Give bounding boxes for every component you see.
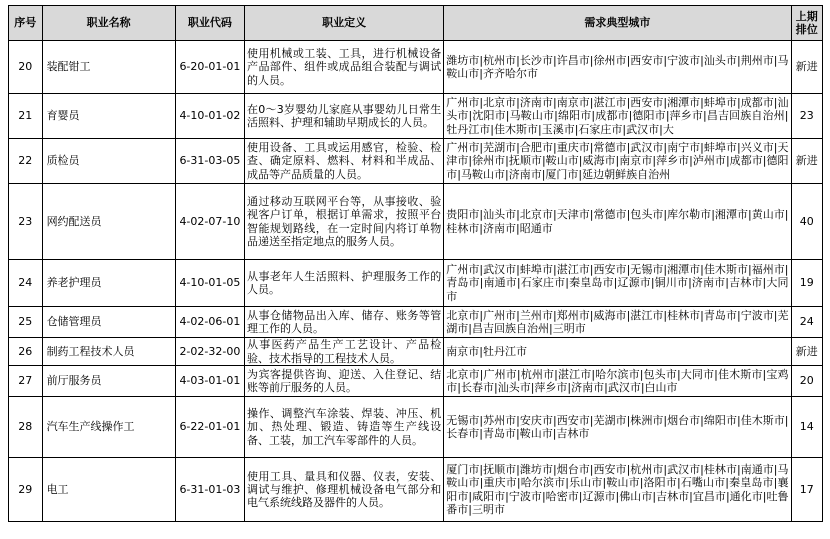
- occupation-code: 2-02-32-00: [175, 338, 244, 366]
- previous-rank: 24: [791, 307, 823, 338]
- occupation-name: 前厅服务员: [42, 366, 175, 397]
- table-row: [9, 397, 823, 458]
- table-row: [9, 338, 823, 366]
- header-previous-rank: 上期排位: [791, 6, 823, 41]
- occupation-code: 4-02-07-10: [175, 184, 244, 260]
- typical-cities: 潍坊市|杭州市|长沙市|许昌市|徐州市|西安市|宁波市|汕头市|荆州市|马鞍山市|齐齐哈尔市: [444, 41, 791, 94]
- row-number: 29: [9, 458, 43, 522]
- occupation-name: 制药工程技术人员: [42, 338, 175, 366]
- previous-rank: 新进: [791, 41, 823, 94]
- occupation-name: 电工: [42, 458, 175, 522]
- occupation-code: 4-03-01-01: [175, 366, 244, 397]
- typical-cities: 广州市|武汉市|蚌埠市|湛江市|西安市|无锡市|湘潭市|佳木斯市|福州市|青岛市|南通市|石家庄市|秦皇岛市|辽源市|铜川市|济南市|吉林市|大同市: [444, 260, 791, 307]
- occupation-name: 装配钳工: [42, 41, 175, 94]
- occupation-name: 汽车生产线操作工: [42, 397, 175, 458]
- previous-rank: 19: [791, 260, 823, 307]
- table-row: [9, 458, 823, 522]
- occupation-name: 育婴员: [42, 94, 175, 139]
- row-number: 26: [9, 338, 43, 366]
- occupation-table-wrapper: [8, 5, 823, 522]
- typical-cities: 北京市|广州市|兰州市|郑州市|威海市|湛江市|桂林市|青岛市|宁波市|芜湖市|昌吉回族自治州|三明市: [444, 307, 791, 338]
- occupation-code: 6-31-03-05: [175, 139, 244, 184]
- table-row: [9, 139, 823, 184]
- previous-rank: 14: [791, 397, 823, 458]
- occupation-definition: 在0～3岁婴幼儿家庭从事婴幼儿日常生活照料、护理和辅助早期成长的人员。: [245, 94, 444, 139]
- typical-cities: 无锡市|苏州市|安庆市|西安市|芜湖市|株洲市|烟台市|绵阳市|佳木斯市|长春市|青岛市|鞍山市|吉林市: [444, 397, 791, 458]
- row-number: 28: [9, 397, 43, 458]
- previous-rank: 23: [791, 94, 823, 139]
- previous-rank: 新进: [791, 139, 823, 184]
- typical-cities: 广州市|芜湖市|合肥市|重庆市|常德市|武汉市|南宁市|蚌埠市|兴义市|天津市|徐州市|抚顺市|鞍山市|威海市|南京市|萍乡市|泸州市|成都市|德阳市|马鞍山市|济南市|厦门市|延边朝鲜族自治州: [444, 139, 791, 184]
- row-number: 27: [9, 366, 43, 397]
- table-row: [9, 184, 823, 260]
- occupation-code: 4-02-06-01: [175, 307, 244, 338]
- header-occupation-definition: 职业定义: [245, 6, 444, 41]
- occupation-name: 仓储管理员: [42, 307, 175, 338]
- occupation-definition: 使用设备、工具或运用感官，检验、检查、确定原料、燃料、材料和半成品、成品等产品质量的人员。: [245, 139, 444, 184]
- occupation-definition: 从事仓储物品出入库、储存、账务等管理工作的人员。: [245, 307, 444, 338]
- typical-cities: 北京市|广州市|杭州市|湛江市|哈尔滨市|包头市|大同市|佳木斯市|宝鸡市|长春市|汕头市|萍乡市|济南市|武汉市|白山市: [444, 366, 791, 397]
- occupation-code: 4-10-01-05: [175, 260, 244, 307]
- occupation-definition: 使用工具、量具和仪器、仪表，安装、调试与维护、修理机械设备电气部分和电气系统线路及器件的人员。: [245, 458, 444, 522]
- row-number: 25: [9, 307, 43, 338]
- previous-rank: 17: [791, 458, 823, 522]
- occupation-definition: 从事医药产品生产工艺设计、产品检验、技术指导的工程技术人员。: [245, 338, 444, 366]
- header-typical-cities: 需求典型城市: [444, 6, 791, 41]
- occupation-code: 6-20-01-01: [175, 41, 244, 94]
- occupation-definition: 通过移动互联网平台等，从事接收、验视客户订单，根据订单需求，按照平台智能规划路线，在一定时间内将订单物品递送至指定地点的服务人员。: [245, 184, 444, 260]
- row-number: 23: [9, 184, 43, 260]
- occupation-demand-table: [8, 5, 823, 522]
- table-row: [9, 366, 823, 397]
- occupation-definition: 为宾客提供咨询、迎送、入住登记、结账等前厅服务的人员。: [245, 366, 444, 397]
- previous-rank: 20: [791, 366, 823, 397]
- occupation-definition: 从事老年人生活照料、护理服务工作的人员。: [245, 260, 444, 307]
- table-row: [9, 260, 823, 307]
- table-row: [9, 41, 823, 94]
- typical-cities: 广州市|北京市|济南市|南京市|湛江市|西安市|湘潭市|蚌埠市|成都市|汕头市|沈阳市|马鞍山市|绵阳市|成都市|德阳市|萍乡市|昌吉回族自治州|牡丹江市|佳木斯市|玉溪市|石家庄市|武汉市|大: [444, 94, 791, 139]
- row-number: 24: [9, 260, 43, 307]
- previous-rank: 新进: [791, 338, 823, 366]
- previous-rank: 40: [791, 184, 823, 260]
- occupation-definition: 操作、调整汽车涂装、焊装、冲压、机加、热处理、锻造、铸造等生产线设备、工装，加工汽车零部件的人员。: [245, 397, 444, 458]
- occupation-name: 养老护理员: [42, 260, 175, 307]
- typical-cities: 厦门市|抚顺市|潍坊市|烟台市|西安市|杭州市|武汉市|桂林市|南通市|马鞍山市|重庆市|哈尔滨市|乐山市|鞍山市|洛阳市|石嘴山市|秦皇岛市|襄阳市|咸阳市|宁波市|哈密市|辽源市|佛山市|吉林市|宜昌市|通化市|吐鲁番市|三明市: [444, 458, 791, 522]
- table-row: [9, 307, 823, 338]
- row-number: 20: [9, 41, 43, 94]
- table-row: [9, 94, 823, 139]
- row-number: 21: [9, 94, 43, 139]
- occupation-code: 6-31-01-03: [175, 458, 244, 522]
- table-header-row: [9, 6, 823, 41]
- occupation-definition: 使用机械或工装、工具，进行机械设备产品部件、组件或成品组合装配与调试的人员。: [245, 41, 444, 94]
- typical-cities: 南京市|牡丹江市: [444, 338, 791, 366]
- occupation-name: 网约配送员: [42, 184, 175, 260]
- occupation-code: 6-22-01-01: [175, 397, 244, 458]
- header-occupation-code: 职业代码: [175, 6, 244, 41]
- typical-cities: 贵阳市|汕头市|北京市|天津市|常德市|包头市|库尔勒市|湘潭市|黄山市|桂林市|济南市|昭通市: [444, 184, 791, 260]
- header-occupation-name: 职业名称: [42, 6, 175, 41]
- row-number: 22: [9, 139, 43, 184]
- occupation-code: 4-10-01-02: [175, 94, 244, 139]
- header-number: 序号: [9, 6, 43, 41]
- occupation-name: 质检员: [42, 139, 175, 184]
